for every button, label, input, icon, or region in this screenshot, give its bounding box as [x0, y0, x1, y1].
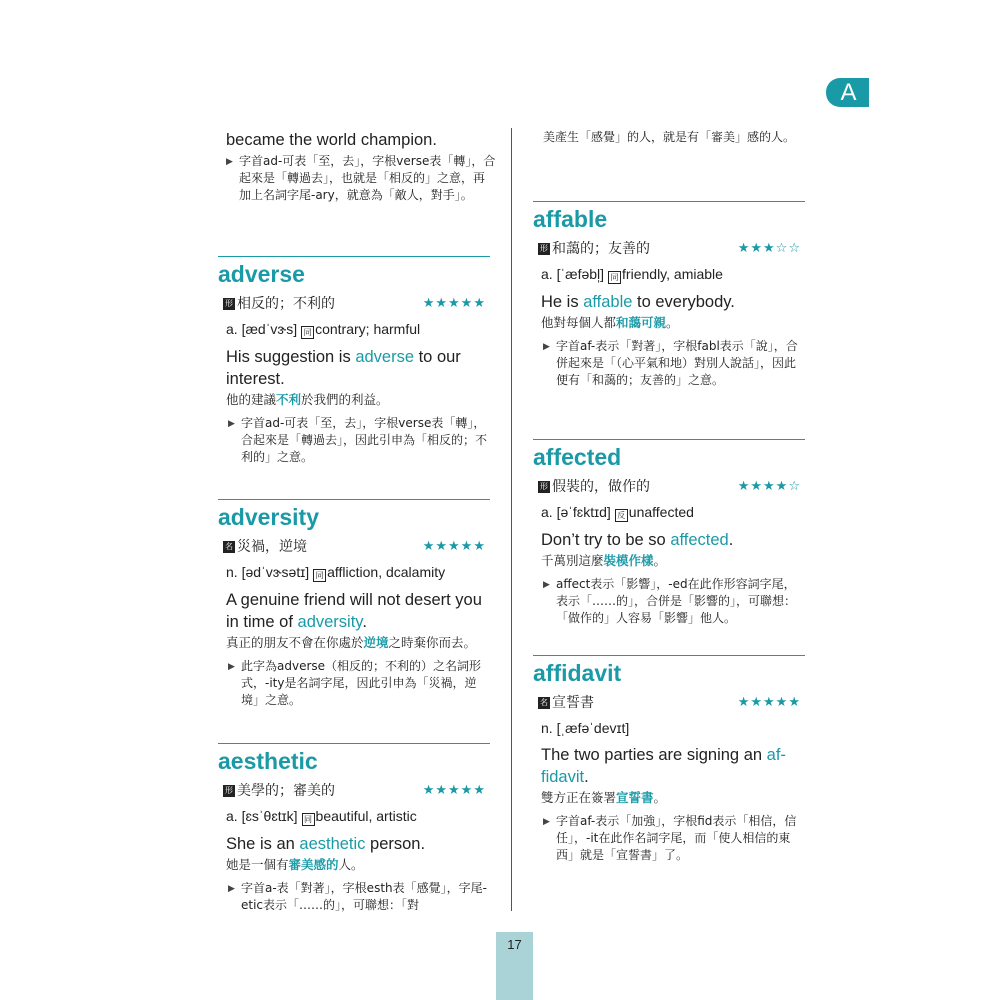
entry-rule	[218, 499, 490, 500]
translation-highlight: 裝模作樣	[603, 553, 654, 568]
continued-note: 美產生「感覺」的人，就是有「審美」感的人。	[543, 130, 796, 144]
etymology-note: ▶ 字首a-表「對著」，字根esth表「感覺」，字尾-etic表示「……的」，可聯想：「對	[228, 880, 490, 914]
etymology-notes	[218, 415, 490, 466]
entry-rule	[218, 743, 490, 744]
etymology-notes	[533, 813, 805, 864]
continued-example	[226, 129, 496, 204]
entry-rule	[533, 655, 805, 656]
part-of-speech-icon: 形	[540, 244, 548, 253]
entry-adversity	[218, 499, 490, 709]
translation: 他對每個人都和藹可親。	[541, 315, 679, 330]
meaning: 和藹的；友善的	[552, 241, 650, 257]
etymology-note: ▶ 此字為adverse（相反的；不利的）之名詞形式，-ity是名詞字尾，因此引申為「災禍，逆境」之意。	[228, 658, 490, 709]
headword: affected	[533, 444, 622, 470]
entry-rule	[533, 439, 805, 440]
etymology-note: ▶ 字首af-表示「對著」，字根fabl表示「說」，合併起來是「（心平氣和地）對別人說話」，因此便有「和藹的；友善的」之意。	[543, 338, 805, 389]
headword: adversity	[218, 504, 320, 530]
example-sentence: His suggestion is adverse to our interest.	[226, 348, 461, 388]
example-highlight: affected	[670, 531, 729, 549]
pronunciation	[218, 563, 490, 582]
entry-affable	[533, 201, 805, 389]
ipa: [əˈfɛktɪd]	[556, 504, 611, 520]
continued-note-right	[543, 129, 805, 146]
synonyms: contrary; harmful	[315, 321, 421, 337]
headword: affidavit	[533, 660, 622, 686]
headword: adverse	[218, 261, 305, 287]
etymology-note: ▶ 字首ad-可表「至，去」，字根verse表「轉」，合起來是「轉過去」，因此引申為「相反的；不利的」之意。	[228, 415, 490, 466]
example-highlight: aesthetic	[299, 835, 366, 853]
synonym-icon: 同	[302, 813, 315, 826]
pos-abbrev: a.	[226, 321, 238, 337]
meaning-row	[533, 693, 805, 713]
part-of-speech-icon: 名	[540, 698, 548, 707]
rating-stars: ★★★★★	[422, 539, 486, 554]
pronunciation	[218, 320, 490, 339]
etymology-note: ▶ affect表示「影響」，-ed在此作形容詞字尾，表示「……的」，合併是「影響的」，可聯想：「做作的」人容易「影響」他人。	[543, 576, 805, 627]
synonym-icon: 同	[608, 271, 621, 284]
translation-highlight: 逆境	[363, 635, 389, 650]
etymology-notes	[533, 576, 805, 627]
antonyms: unaffected	[628, 504, 694, 520]
entry-affected	[533, 439, 805, 627]
example-sentence: Don’t try to be so affected.	[541, 531, 734, 549]
page-number: 17	[496, 932, 533, 1000]
meaning-row	[218, 537, 490, 557]
pos-abbrev: n.	[226, 564, 238, 580]
headword: aesthetic	[218, 748, 318, 774]
pronunciation	[533, 719, 805, 737]
etymology-notes	[218, 658, 490, 709]
etymology-notes	[533, 338, 805, 389]
entry-adverse	[218, 256, 490, 466]
meaning: 相反的；不利的	[237, 296, 335, 312]
example-sentence: She is an aesthetic person.	[226, 835, 426, 853]
translation-highlight: 宣誓書	[616, 790, 654, 805]
entry-rule	[218, 256, 490, 257]
pos-abbrev: a.	[541, 504, 553, 520]
column-divider	[511, 128, 512, 911]
meaning-row	[218, 781, 490, 801]
part-of-speech-icon: 形	[225, 299, 233, 308]
part-of-speech-icon: 名	[225, 542, 233, 551]
etymology-notes	[218, 880, 490, 914]
rating-stars: ★★★★★	[737, 695, 801, 710]
ipa: [ədˈvɝsətɪ]	[241, 564, 310, 580]
example-highlight: affable	[583, 293, 633, 311]
example-highlight: adversity	[297, 613, 363, 631]
antonym-icon: 反	[615, 509, 628, 522]
synonym-icon: 同	[313, 569, 326, 582]
meaning-row	[533, 239, 805, 259]
synonyms: affliction, dcalamity	[327, 564, 446, 580]
meaning-row	[218, 294, 490, 314]
synonym-icon: 同	[301, 326, 314, 339]
section-letter-tab: A	[826, 78, 869, 107]
entry-rule	[533, 201, 805, 202]
pos-abbrev: n.	[541, 720, 553, 736]
meaning-row	[533, 477, 805, 497]
example-highlight: af-fidavit	[541, 746, 786, 786]
translation-highlight: 審美感的	[288, 857, 339, 872]
ipa: [ædˈvɝs]	[241, 321, 298, 337]
rating-stars: ★★★★★	[422, 296, 486, 311]
ipa: [ˌæfəˈdevɪt]	[556, 720, 630, 736]
translation: 他的建議不利於我們的利益。	[226, 392, 389, 407]
translation-highlight: 和藹可親	[616, 315, 667, 330]
entry-aesthetic	[218, 743, 490, 914]
translation: 雙方正在簽署宣誓書。	[541, 790, 667, 805]
meaning: 美學的；審美的	[237, 783, 335, 799]
synonyms: friendly, amiable	[622, 266, 723, 282]
pos-abbrev: a.	[226, 808, 238, 824]
entry-affidavit	[533, 655, 805, 864]
meaning: 宣誓書	[552, 695, 594, 711]
translation: 她是一個有審美感的人。	[226, 857, 364, 872]
etymology-note: ▶ 字首af-表示「加強」，字根fid表示「相信，信任」，-it在此作名詞字尾，而「使人相信的東西」就是「宣誓書」了。	[543, 813, 805, 864]
pronunciation	[218, 807, 490, 826]
continued-note: ▶ 字首ad-可表「至，去」，字根verse表「轉」，合起來是「轉過去」，也就是「相反的」之意，再加上名詞字尾-ary，就意為「敵人，對手」。	[226, 153, 496, 204]
pos-abbrev: a.	[541, 266, 553, 282]
translation: 千萬別這麼裝模作樣。	[541, 553, 667, 568]
meaning: 假裝的，做作的	[552, 479, 650, 495]
translation: 真正的朋友不會在你處於逆境之時棄你而去。	[226, 635, 477, 650]
rating-stars: ★★★★★	[422, 783, 486, 798]
headword: affable	[533, 206, 608, 232]
ipa: [ˈæfəbl̩]	[556, 266, 605, 282]
rating-stars: ★★★☆☆	[737, 241, 801, 256]
part-of-speech-icon: 形	[540, 482, 548, 491]
pronunciation	[533, 265, 805, 284]
ipa: [ɛsˈθɛtɪk]	[241, 808, 298, 824]
part-of-speech-icon: 形	[225, 786, 233, 795]
translation-highlight: 不利	[276, 392, 302, 407]
example-sentence: He is affable to everybody.	[541, 293, 735, 311]
synonyms: beautiful, artistic	[315, 808, 417, 824]
example-sentence: The two parties are signing an af-fidavit.	[541, 746, 786, 786]
example-highlight: adverse	[355, 348, 415, 366]
meaning: 災禍，逆境	[237, 539, 307, 555]
rating-stars: ★★★★☆	[737, 479, 801, 494]
example-sentence: A genuine friend will not desert you in time of adversity.	[226, 591, 482, 631]
continued-example-text: became the world champion.	[226, 131, 437, 149]
pronunciation	[533, 503, 805, 522]
